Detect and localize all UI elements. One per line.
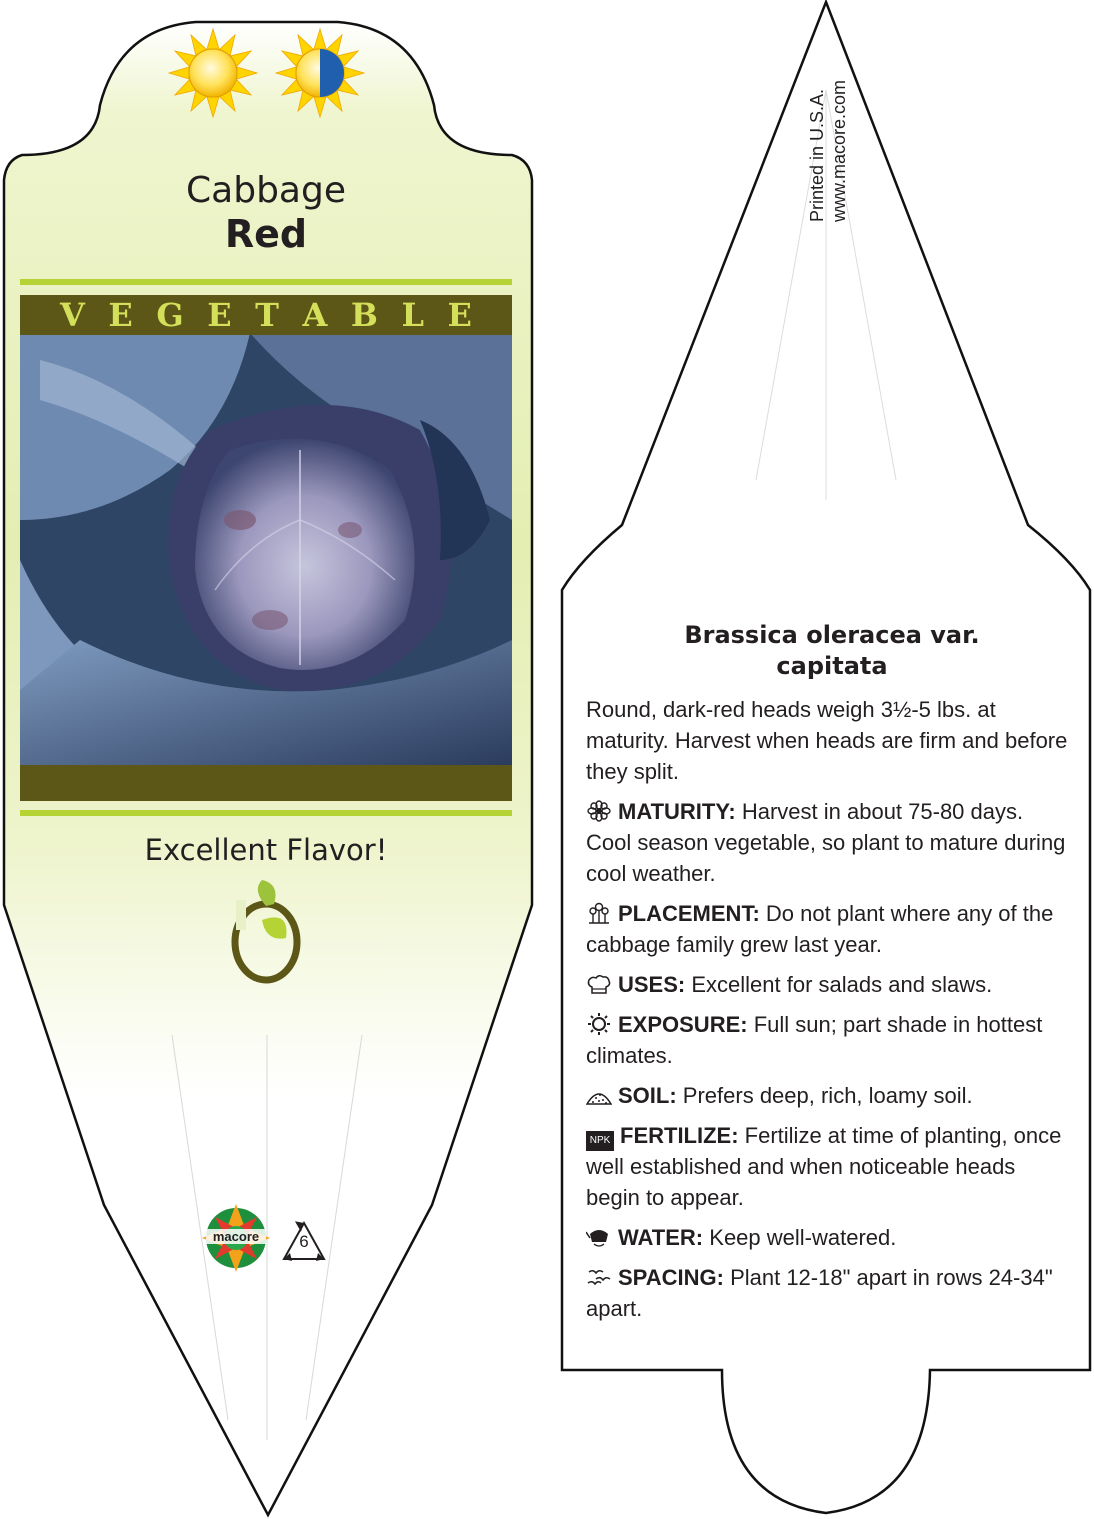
category-band — [20, 295, 512, 335]
description: Round, dark-red heads weigh 3½-5 lbs. at maturity. Harvest when heads are firm and before they split. — [586, 697, 1068, 784]
category-letter: L — [401, 296, 424, 334]
care-text: Harvest in about 75-80 days. Cool season vegetable, so plant to mature during cool weather. — [586, 799, 1066, 886]
care-text: Do not plant where any of the cabbage family grew last year. — [586, 901, 1054, 957]
care-text: Excellent for salads and slaws. — [691, 972, 993, 997]
brand-name: macore — [206, 1229, 266, 1244]
print-info — [806, 80, 850, 222]
category-letter: B — [350, 296, 378, 334]
category-letter: A — [302, 296, 328, 334]
care-label: PLACEMENT: — [618, 901, 760, 926]
category-letter: E — [447, 296, 472, 334]
care-text: Keep well-watered. — [709, 1225, 897, 1250]
bottom-band — [20, 765, 512, 801]
plants-icon — [586, 902, 612, 924]
care-exposure — [586, 1009, 1068, 1071]
category-letter: G — [156, 296, 184, 334]
plant-variety: Red — [224, 212, 308, 256]
care-soil — [586, 1080, 1068, 1111]
care-uses — [586, 969, 1068, 1000]
botanical-name — [586, 620, 1068, 682]
watering-can-icon — [586, 1226, 612, 1248]
care-maturity — [586, 796, 1068, 889]
plant-title: Cabbage — [186, 170, 346, 211]
birds-icon — [586, 1266, 612, 1288]
category-label — [20, 295, 512, 335]
care-label: MATURITY: — [618, 799, 736, 824]
soil-mound-icon — [586, 1084, 612, 1106]
website: www.macore.com — [829, 79, 849, 222]
category-letter: E — [207, 296, 232, 334]
sun-outline-icon — [586, 1013, 612, 1035]
care-text: Full sun; part shade in hottest climates. — [586, 1012, 1043, 1068]
recycle-number: 6 — [299, 1232, 309, 1251]
flower-icon — [586, 800, 612, 822]
bottom-stripe — [20, 810, 512, 816]
tagline: Excellent Flavor! — [144, 833, 388, 867]
care-label: FERTILIZE: — [620, 1123, 739, 1148]
care-label: SPACING: — [618, 1265, 724, 1290]
care-label: SOIL: — [618, 1083, 677, 1108]
chef-hat-icon — [586, 973, 612, 995]
care-label: USES: — [618, 972, 686, 997]
care-text: Prefers deep, rich, loamy soil. — [682, 1083, 973, 1108]
top-stripe — [20, 279, 512, 285]
npk-icon: NPK — [586, 1131, 614, 1151]
category-letter: T — [255, 296, 279, 334]
care-placement — [586, 898, 1068, 960]
botanical-name-line: Brassica oleracea var. — [684, 621, 980, 649]
care-label: EXPOSURE: — [618, 1012, 748, 1037]
category-letter: V — [60, 296, 85, 334]
care-text: Plant 12-18" apart in rows 24-34" apart. — [586, 1265, 1053, 1321]
care-water — [586, 1222, 1068, 1253]
care-label: WATER: — [618, 1225, 704, 1250]
care-spacing — [586, 1262, 1068, 1324]
botanical-name-line: capitata — [776, 652, 888, 680]
recycle-code — [282, 1220, 326, 1260]
cabbage-photo — [20, 333, 512, 765]
category-letter: E — [108, 296, 133, 334]
brand-logo — [204, 1205, 268, 1269]
care-fertilize — [586, 1120, 1068, 1213]
care-text: Fertilize at time of planting, once well established and when noticeable heads begin to appear. — [586, 1123, 1062, 1210]
care-instructions — [586, 620, 1068, 1333]
printed-in: Printed in U.S.A. — [807, 88, 827, 222]
